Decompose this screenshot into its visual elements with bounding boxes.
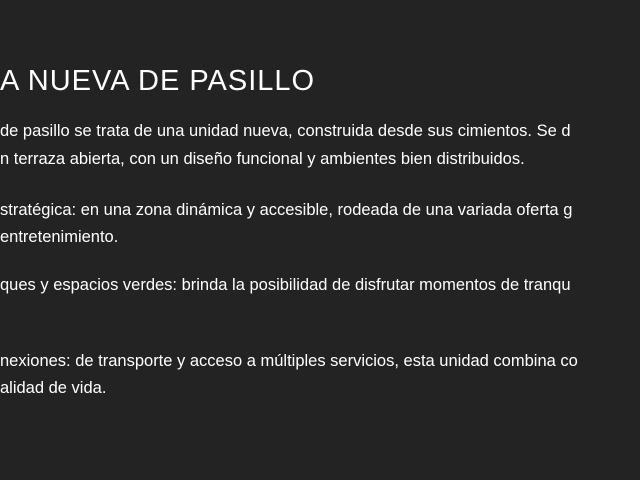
paragraph-line: nexiones: de transporte y acceso a múltiples servicios, esta unidad combina co [0,352,578,370]
paragraph-line: entretenimiento. [0,228,119,246]
page-title: A NUEVA DE PASILLO [0,65,316,97]
paragraph-line: ques y espacios verdes: brinda la posibilidad de disfrutar momentos de tranqu [0,276,571,294]
paragraph-line: stratégica: en una zona dinámica y accesible, rodeada de una variada oferta g [0,201,573,219]
paragraph-line: n terraza abierta, con un diseño funcional y ambientes bien distribuidos. [0,150,525,168]
paragraph-line: de pasillo se trata de una unidad nueva, construida desde sus cimientos. Se d [0,122,571,140]
paragraph-line: alidad de vida. [0,379,107,397]
